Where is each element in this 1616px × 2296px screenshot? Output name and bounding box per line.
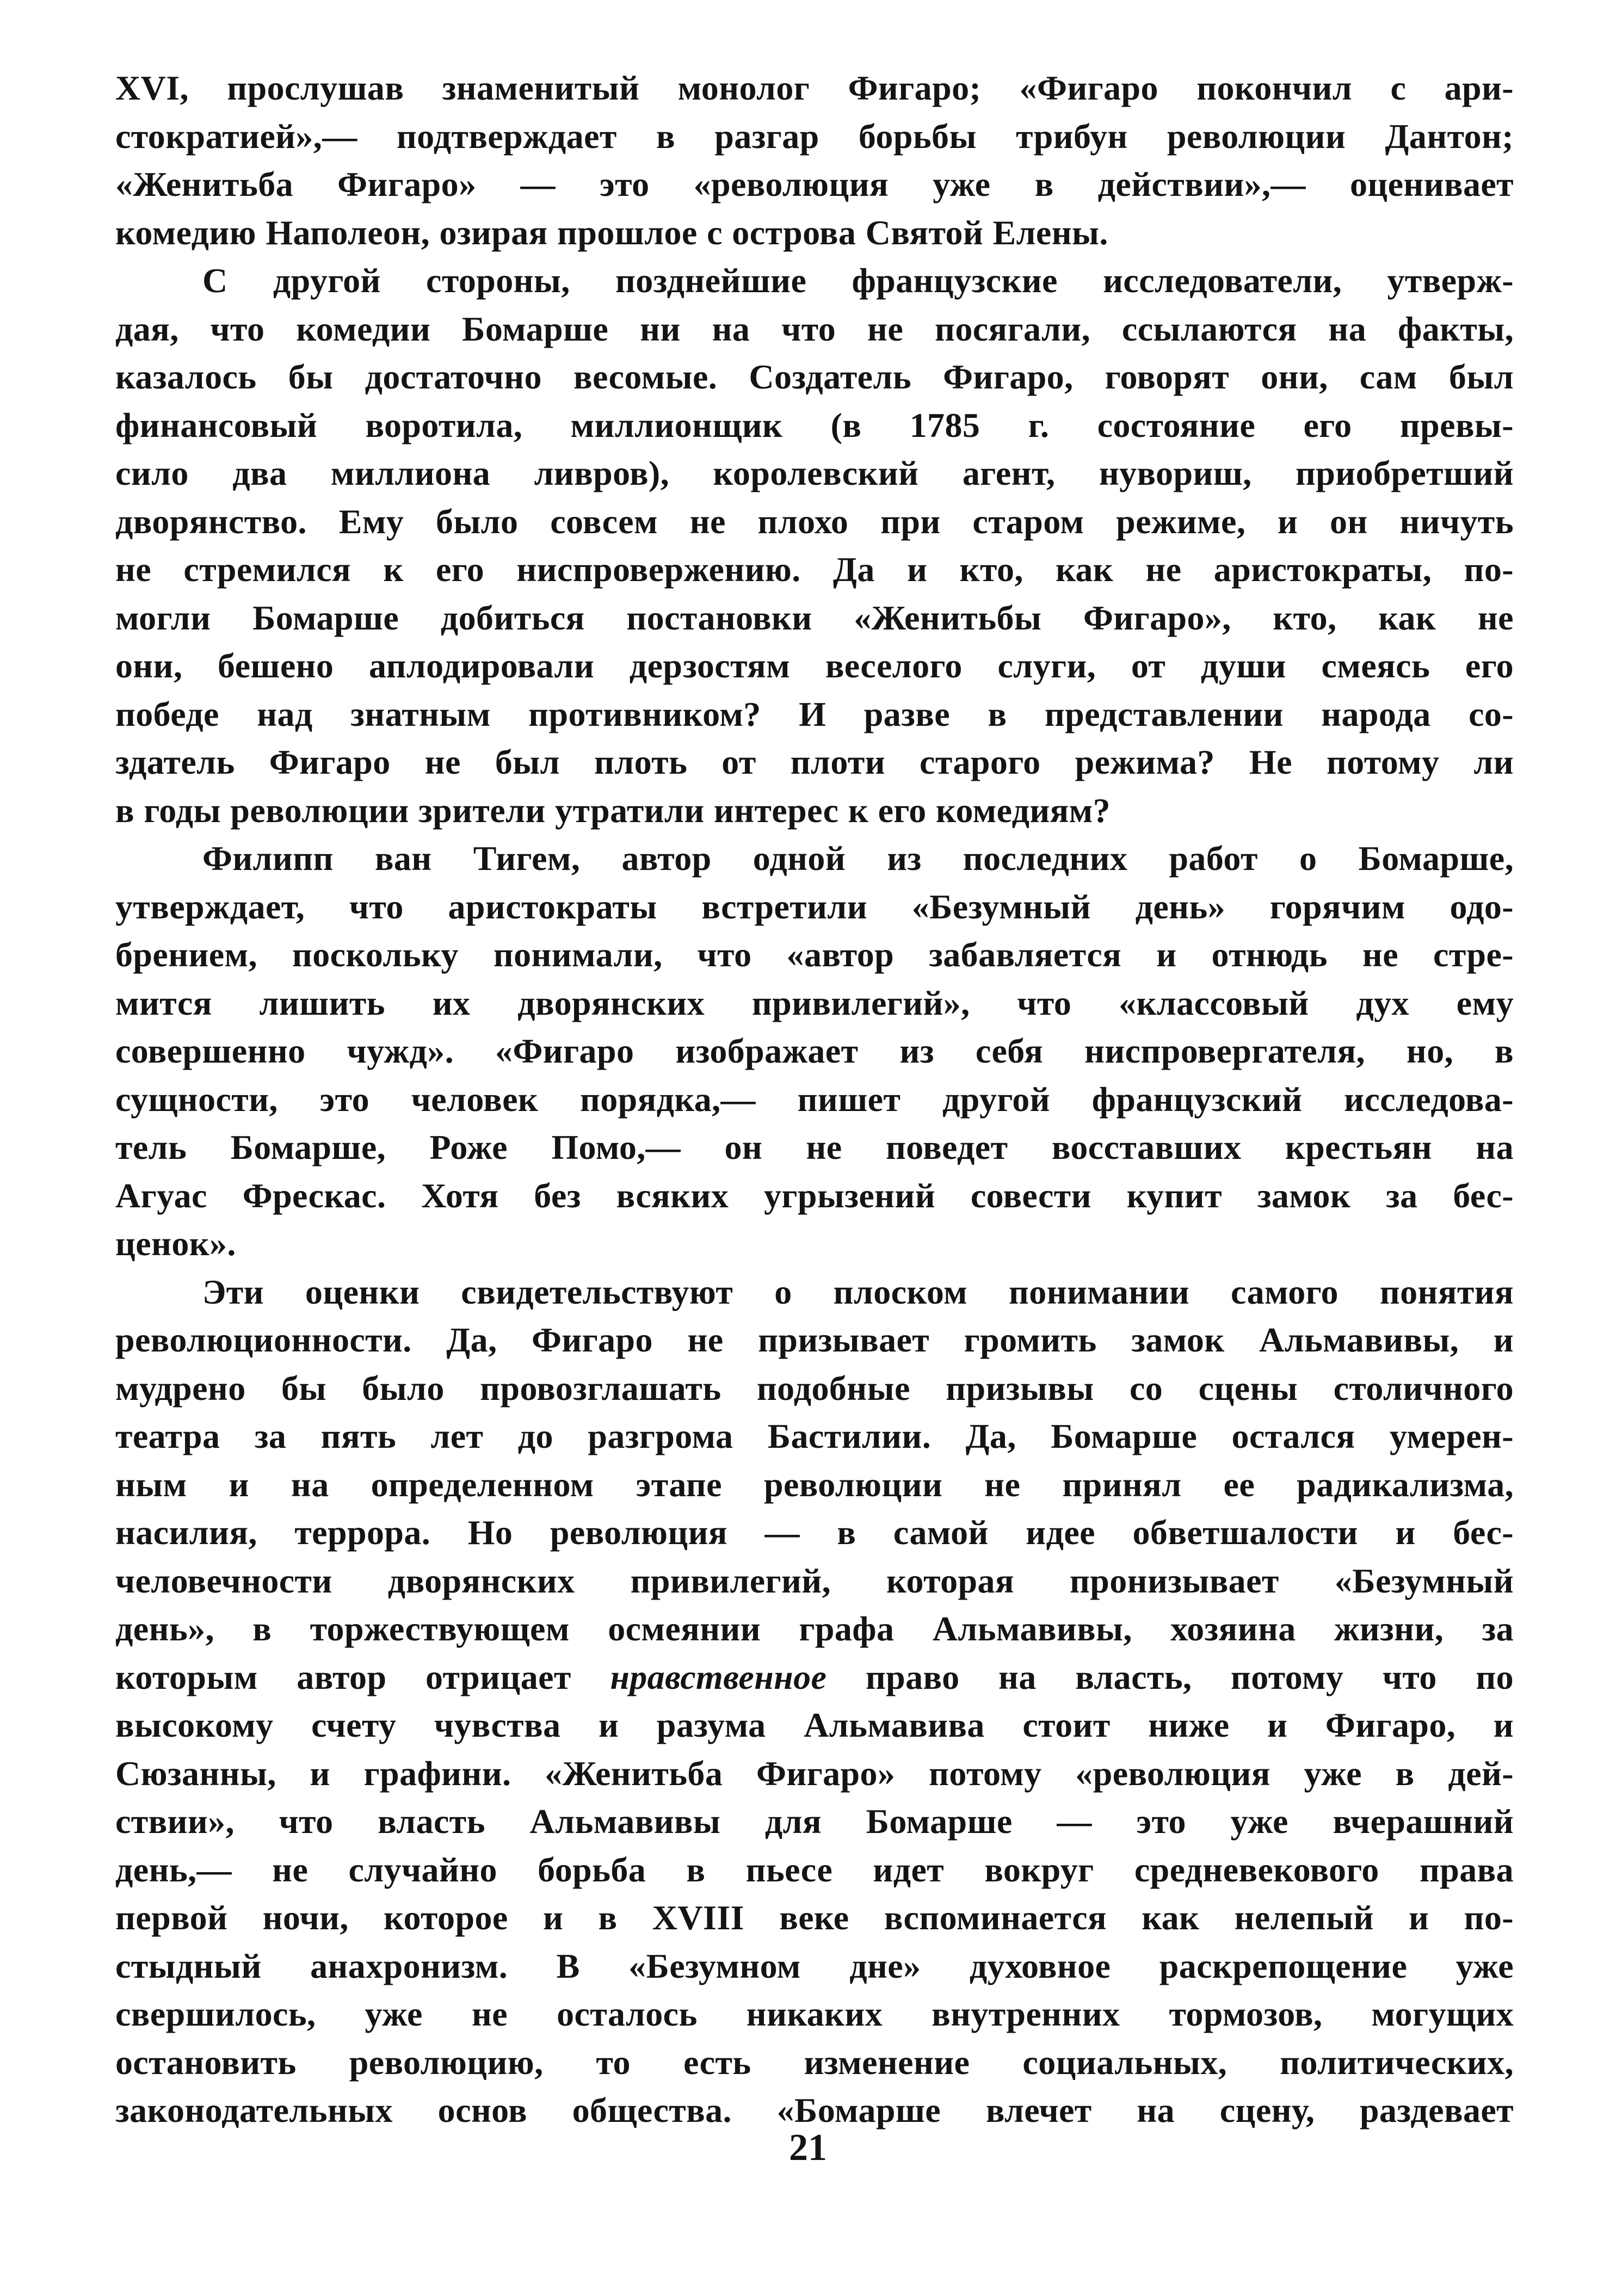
text-line: ным и на определенном этапе революции не принял ее радикализма, — [115, 1465, 1514, 1504]
text-line: высокому счету чувства и разума Альмавива стоит ниже и Фигаро, и — [115, 1706, 1514, 1744]
text-line: здатель Фигаро не был плоть от плоти старого режима? Не потому ли — [115, 743, 1514, 781]
text-line: стократией»,— подтверждает в разгар борьбы трибун революции Дантон; — [115, 116, 1514, 156]
text-line: первой ночи, которое и в XVIII веке вспоминается как нелепый и по- — [115, 1898, 1514, 1937]
text-line: насилия, террора. Но революция — в самой идее обветшалости и бес- — [115, 1513, 1514, 1552]
text-line: тель Бомарше, Роже Помо,— он не поведет восставших крестьян на — [115, 1128, 1514, 1166]
text-line: которым автор отрицает нравственное право на власть, потому что по — [115, 1657, 1514, 1696]
text-line: «Женитьба Фигаро» — это «революция уже в действии»,— оценивает — [115, 165, 1514, 203]
italic-emphasis: нравственное — [610, 1657, 827, 1696]
text-line: Филипп ван Тигем, автор одной из последних работ о Бомарше, — [202, 839, 1514, 878]
text-line: не стремился к его ниспровержению. Да и кто, как не аристократы, по- — [115, 550, 1514, 589]
text-line: сущности, это человек порядка,— пишет другой французский исследова- — [115, 1079, 1514, 1119]
text-line: утверждает, что аристократы встретили «Безумный день» горячим одо- — [115, 887, 1514, 926]
text-line: Эти оценки свидетельствуют о плоском понимании самого понятия — [202, 1272, 1514, 1311]
text-line: Сюзанны, и графини. «Женитьба Фигаро» потому «революция уже в дей- — [115, 1754, 1514, 1793]
text-line: человечности дворянских привилегий, которая пронизывает «Безумный — [115, 1561, 1514, 1600]
text-line: театра за пять лет до разгрома Бастилии. Да, Бомарше остался умерен- — [115, 1417, 1514, 1455]
text-line: ствии», что власть Альмавивы для Бомарше — это уже вчерашний — [115, 1802, 1514, 1841]
text-line: день», в торжествующем осмеянии графа Альмавивы, хозяина жизни, за — [115, 1609, 1514, 1648]
text-line: мудрено бы было провозглашать подобные призывы со сцены столичного — [115, 1368, 1514, 1408]
text-line: Агуас Фрескас. Хотя без всяких угрызений совести купит замок за бес- — [115, 1176, 1514, 1215]
text-line: революционности. Да, Фигаро не призывает громить замок Альмавивы, и — [115, 1320, 1514, 1359]
text-line: стыдный анахронизм. В «Безумном дне» духовное раскрепощение уже — [115, 1946, 1514, 1985]
page-number: 21 — [789, 2127, 827, 2169]
text-line: они, бешено аплодировали дерзостям веселого слуги, от души смеясь его — [115, 646, 1514, 685]
text-line: казалось бы достаточно весомые. Создатель Фигаро, говорят они, сам был — [115, 357, 1514, 396]
text-line: сило два миллиона ливров), королевский агент, нувориш, приобретший — [115, 454, 1514, 492]
text-line: свершилось, уже не осталось никаких внутренних тормозов, могущих — [115, 1995, 1514, 2033]
text-line: остановить революцию, то есть изменение социальных, политических, — [115, 2042, 1514, 2082]
text-line: мится лишить их дворянских привилегий», что «классовый дух ему — [115, 983, 1514, 1022]
text-line: комедию Наполеон, озирая прошлое с острова Святой Елены. — [115, 213, 1108, 252]
text-line: финансовый воротила, миллионщик (в 1785 г. состояние его превы- — [115, 405, 1514, 445]
text-line: дворянство. Ему было совсем не плохо при старом режиме, и он ничуть — [115, 502, 1514, 541]
text-line: победе над знатным противником? И разве в представлении народа со- — [115, 694, 1514, 733]
body-text — [115, 64, 1514, 2135]
text-line: XVI, прослушав знаменитый монолог Фигаро; «Фигаро покончил с ари- — [115, 69, 1514, 107]
text-line: дая, что комедии Бомарше ни на что не посягали, ссылаются на факты, — [115, 309, 1514, 348]
text-line: законодательных основ общества. «Бомарше влечет на сцену, раздевает — [115, 2091, 1514, 2130]
text-line: брением, поскольку понимали, что «автор забавляется и отнюдь не стре- — [115, 935, 1514, 974]
text-line: в годы революции зрители утратили интерес к его комедиям? — [115, 791, 1111, 830]
text-line: совершенно чужд». «Фигаро изображает из себя ниспровергателя, но, в — [115, 1032, 1514, 1070]
text-line: ценок». — [115, 1224, 236, 1263]
text-line: С другой стороны, позднейшие французские исследователи, утверж- — [202, 261, 1514, 300]
text-line: день,— не случайно борьба в пьесе идет вокруг средневекового права — [115, 1850, 1514, 1889]
text-line: могли Бомарше добиться постановки «Женитьбы Фигаро», кто, как не — [115, 598, 1514, 637]
